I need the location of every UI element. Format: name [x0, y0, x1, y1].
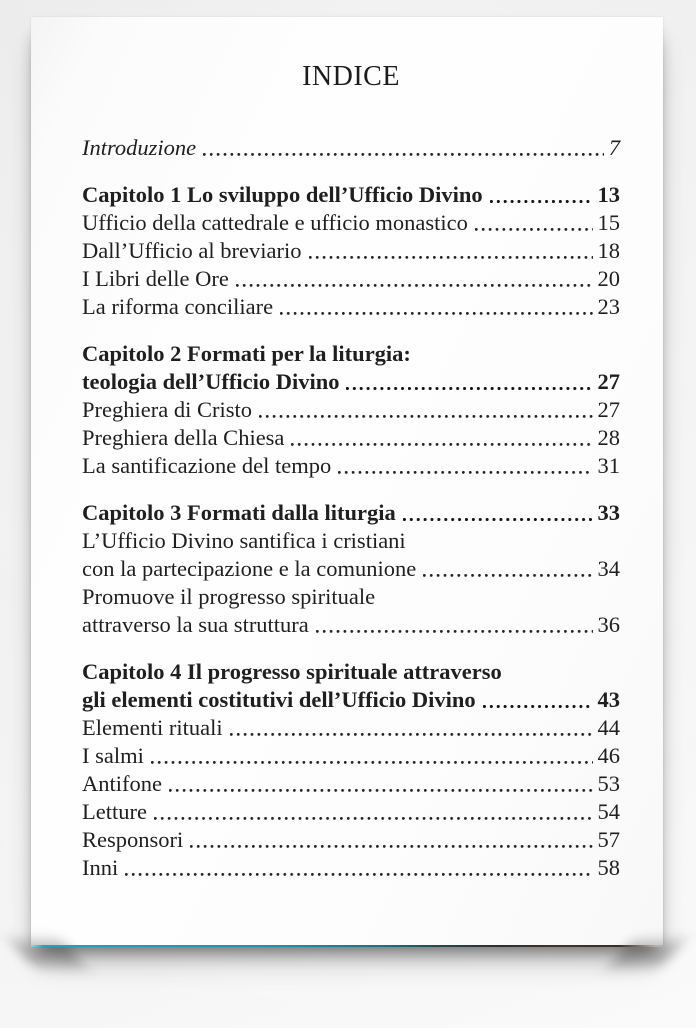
toc-entry-label: Capitolo 1 Lo sviluppo dell’Ufficio Divino — [82, 182, 483, 207]
toc-entry — [82, 209, 620, 237]
toc-leader-dots — [291, 443, 592, 446]
toc-entry — [82, 714, 620, 742]
toc-entry — [82, 555, 620, 583]
toc-entry — [82, 854, 620, 882]
toc-leader-dots — [475, 228, 593, 231]
toc-entry-label: Preghiera della Chiesa — [82, 425, 285, 450]
toc-entry-label: Responsori — [82, 827, 184, 852]
toc-entry-page: 58 — [597, 855, 620, 880]
toc-entry — [82, 424, 620, 452]
toc-section — [82, 181, 620, 321]
toc-entry-page: 46 — [597, 743, 620, 768]
toc-entry-page: 23 — [597, 294, 620, 319]
toc-entry-page: 36 — [597, 612, 620, 637]
toc-title: INDICE — [302, 61, 400, 92]
toc-leader-dots — [316, 630, 593, 633]
toc-entry-page: 33 — [597, 500, 620, 525]
toc-entry-page: 54 — [597, 799, 620, 824]
toc-entry-page: 20 — [597, 266, 620, 291]
toc-entry-page: 44 — [597, 715, 620, 740]
toc-entry-label: Preghiera di Cristo — [82, 397, 252, 422]
toc-leader-dots — [490, 200, 593, 203]
toc-entry-page: 27 — [597, 369, 620, 394]
toc-entry — [82, 452, 620, 480]
toc-leader-dots — [423, 574, 592, 577]
toc-entry — [82, 181, 620, 209]
toc-entry-label: con la partecipazione e la comunione — [82, 556, 417, 581]
toc-entry-label: I Libri delle Ore — [82, 266, 229, 291]
toc-entry — [82, 293, 620, 321]
toc-entry — [82, 368, 620, 396]
toc-leader-dots — [190, 845, 592, 848]
toc-leader-dots — [151, 761, 593, 764]
toc-entry — [82, 527, 620, 555]
toc-section — [82, 340, 620, 480]
toc-leader-dots — [309, 256, 593, 259]
toc-entry — [82, 658, 620, 686]
page-corner-shadow-right — [609, 941, 683, 967]
toc-entry — [82, 798, 620, 826]
toc-entry-label: Inni — [82, 855, 119, 880]
toc-entry-label: Letture — [82, 799, 147, 824]
toc-entry-page: 13 — [597, 182, 620, 207]
toc-entry-page: 34 — [597, 556, 620, 581]
table-of-contents — [82, 134, 620, 882]
toc-leader-dots — [236, 284, 593, 287]
toc-entry — [82, 742, 620, 770]
toc-entry — [82, 237, 620, 265]
toc-entry — [82, 826, 620, 854]
toc-leader-dots — [280, 312, 592, 315]
toc-section — [82, 134, 620, 162]
toc-entry-page: 53 — [597, 771, 620, 796]
toc-entry-label: Capitolo 2 Formati per la liturgia: — [82, 341, 411, 366]
toc-leader-dots — [483, 705, 593, 708]
toc-section — [82, 499, 620, 639]
toc-entry-label: I salmi — [82, 743, 144, 768]
toc-leader-dots — [169, 789, 593, 792]
toc-leader-dots — [259, 415, 593, 418]
toc-entry — [82, 134, 620, 162]
toc-entry-page: 43 — [597, 687, 620, 712]
toc-entry-page: 15 — [597, 210, 620, 235]
page-corner-shadow-left — [11, 941, 85, 967]
toc-entry-label: Antifone — [82, 771, 162, 796]
toc-leader-dots — [230, 733, 593, 736]
toc-entry-page: 57 — [597, 827, 620, 852]
toc-entry-label: La riforma conciliare — [82, 294, 274, 319]
toc-entry — [82, 340, 620, 368]
toc-section — [82, 658, 620, 882]
toc-entry-label: Capitolo 4 Il progresso spirituale attraverso — [82, 659, 502, 684]
toc-leader-dots — [125, 873, 592, 876]
toc-leader-dots — [154, 817, 593, 820]
toc-entry — [82, 265, 620, 293]
toc-entry-page: 18 — [597, 238, 620, 263]
toc-entry-label: Elementi rituali — [82, 715, 223, 740]
toc-entry-page: 7 — [608, 135, 620, 160]
toc-entry — [82, 770, 620, 798]
toc-entry — [82, 583, 620, 611]
toc-entry-label: L’Ufficio Divino santifica i cristiani — [82, 528, 406, 553]
toc-entry-label: Introduzione — [82, 135, 197, 160]
toc-leader-dots — [203, 153, 604, 156]
toc-entry — [82, 686, 620, 714]
toc-entry-label: Ufficio della cattedrale e ufficio monastico — [82, 210, 468, 235]
toc-entry — [82, 396, 620, 424]
book-page — [31, 17, 663, 945]
toc-entry-label: La santificazione del tempo — [82, 453, 332, 478]
toc-entry-page: 27 — [597, 397, 620, 422]
toc-entry — [82, 611, 620, 639]
toc-entry-label: Capitolo 3 Formati dalla liturgia — [82, 500, 396, 525]
toc-leader-dots — [346, 387, 592, 390]
toc-leader-dots — [403, 518, 593, 521]
toc-entry-label: Dall’Ufficio al breviario — [82, 238, 302, 263]
toc-entry — [82, 499, 620, 527]
toc-entry-page: 31 — [597, 453, 620, 478]
toc-entry-label: teologia dell’Ufficio Divino — [82, 369, 340, 394]
page-content — [31, 17, 663, 882]
toc-entry-label: attraverso la sua struttura — [82, 612, 309, 637]
toc-entry-label: Promuove il progresso spirituale — [82, 584, 376, 609]
toc-leader-dots — [338, 471, 592, 474]
toc-entry-label: gli elementi costitutivi dell’Ufficio Divino — [82, 687, 476, 712]
toc-entry-page: 28 — [597, 425, 620, 450]
